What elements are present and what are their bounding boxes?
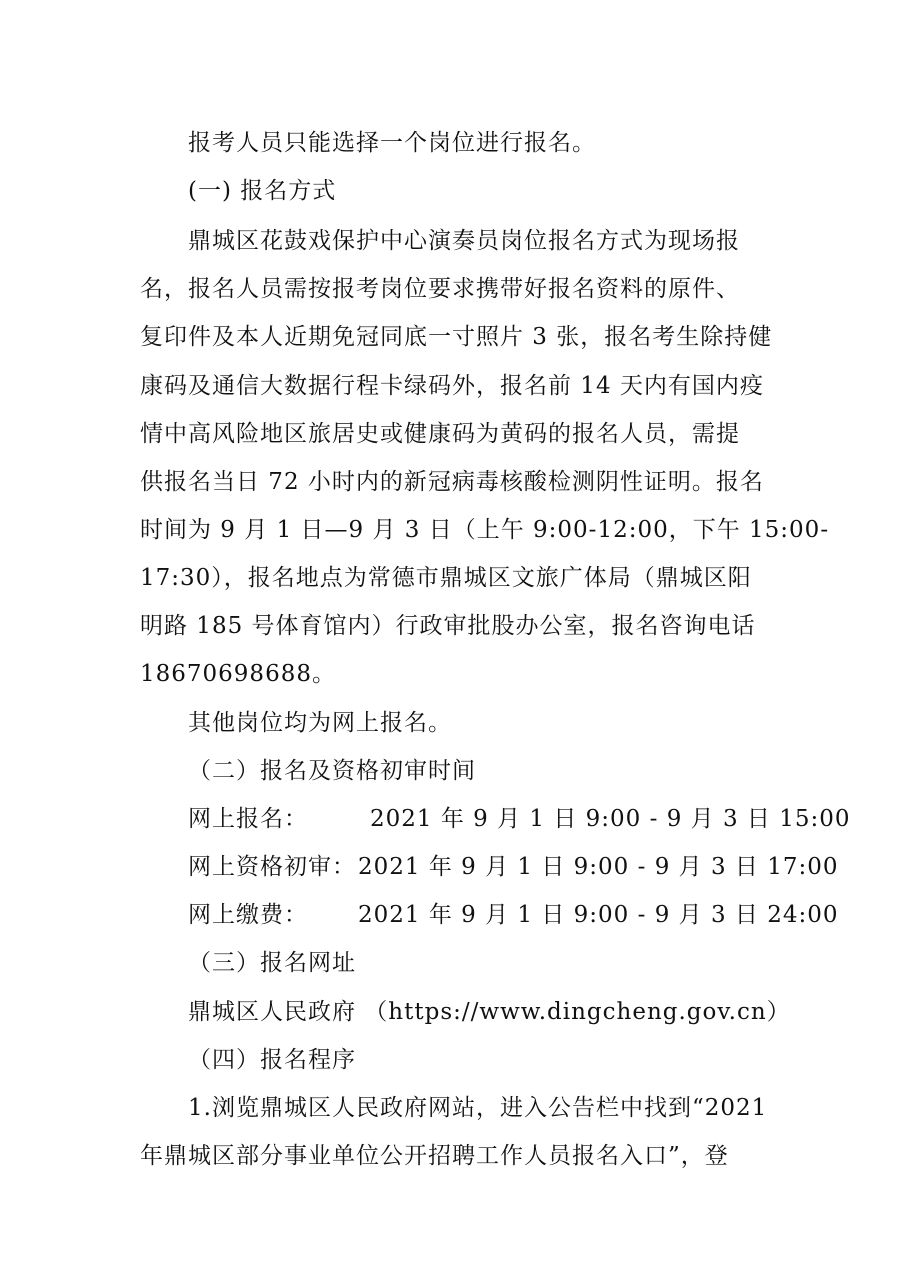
paragraph-line: 情中高风险地区旅居史或健康码为黄码的报名人员，需提 [140,421,740,447]
paragraph-line: 17:30），报名地点为常德市鼎城区文旅广体局（鼎城区阳 [140,565,752,591]
paragraph-line: 复印件及本人近期免冠同底一寸照片 3 张，报名考生除持健 [140,324,773,350]
paragraph-line: 名，报名人员需按报考岗位要求携带好报名资料的原件、 [140,276,740,302]
section-heading-1: (一) 报名方式 [188,178,337,204]
paragraph-line: 1.浏览鼎城区人民政府网站，进入公告栏中找到“2021 [188,1095,768,1121]
paragraph-line: 鼎城区花鼓戏保护中心演奏员岗位报名方式为现场报 [188,228,740,254]
phone-number-line: 18670698688。 [140,661,336,687]
schedule-label: 网上报名： [188,806,308,832]
section-heading-3: （三）报名网址 [188,950,356,976]
paragraph-line: 供报名当日 72 小时内的新冠病毒核酸检测阴性证明。报名 [140,469,764,495]
schedule-value: 2021 年 9 月 1 日 9:00 - 9 月 3 日 24:00 [358,902,839,928]
paragraph-line: 其他岗位均为网上报名。 [188,710,452,736]
schedule-value: 2021 年 9 月 1 日 9:00 - 9 月 3 日 15:00 [370,806,851,832]
schedule-row-qualification [188,852,839,882]
website-line: 鼎城区人民政府 （https://www.dingcheng.gov.cn） [188,999,791,1025]
section-heading-4: （四）报名程序 [188,1047,356,1073]
schedule-row-payment [188,900,839,930]
paragraph-line: 康码及通信大数据行程卡绿码外，报名前 14 天内有国内疫 [140,373,764,399]
section-heading-2: （二）报名及资格初审时间 [188,758,476,784]
paragraph-line: 时间为 9 月 1 日—9 月 3 日（上午 9:00-12:00，下午 15:00- [140,517,830,543]
schedule-label: 网上缴费： [188,902,308,928]
schedule-value: 2021 年 9 月 1 日 9:00 - 9 月 3 日 17:00 [358,854,839,880]
schedule-label: 网上资格初审： [188,854,356,880]
paragraph-line: 明路 185 号体育馆内）行政审批股办公室，报名咨询电话 [140,613,756,639]
paragraph-line: 年鼎城区部分事业单位公开招聘工作人员报名入口”，登 [140,1143,729,1169]
paragraph-line: 报考人员只能选择一个岗位进行报名。 [188,130,596,156]
schedule-row-registration [188,804,851,834]
